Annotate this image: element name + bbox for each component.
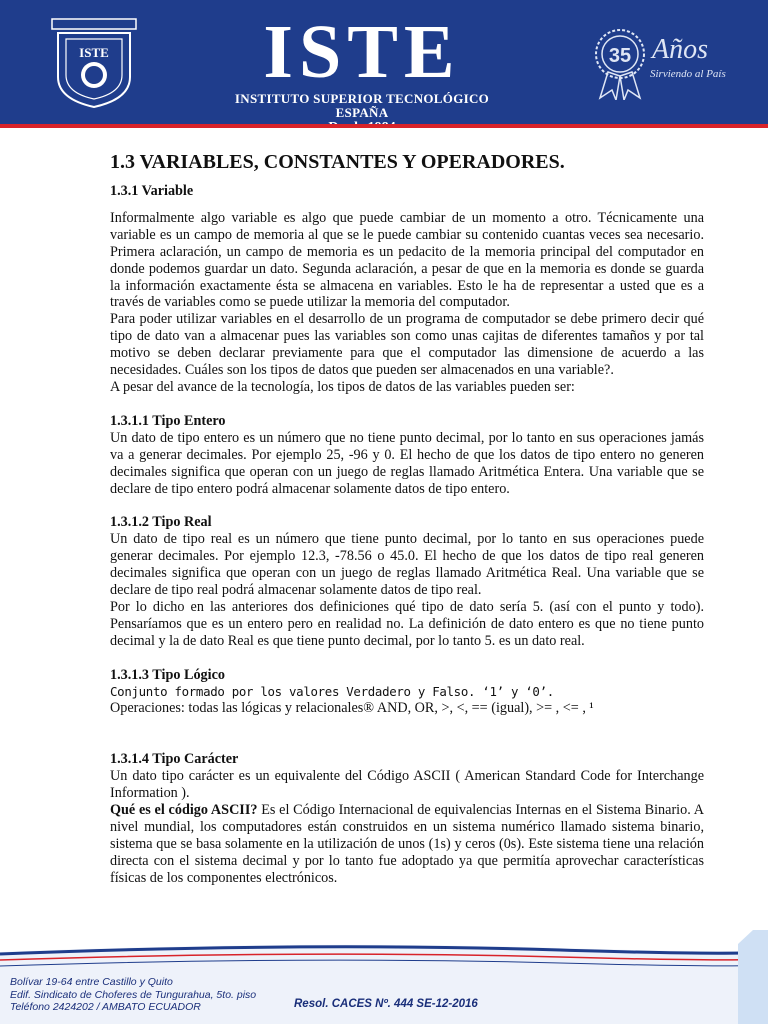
- subsection-heading-caracter: 1.3.1.4 Tipo Carácter: [110, 751, 239, 768]
- paragraph: [110, 802, 704, 887]
- anniversary-tagline: Sirviendo al País: [650, 68, 726, 80]
- subsection-heading-logico: 1.3.1.3 Tipo Lógico: [110, 666, 225, 683]
- subsection-heading-entero: 1.3.1.1 Tipo Entero: [110, 412, 226, 429]
- footer-address-line: Edif. Sindicato de Choferes de Tungurahua, 5to. piso: [10, 988, 257, 1001]
- paragraph: A pesar del avance de la tecnología, los tipos de datos de las variables pueden ser:: [110, 378, 575, 395]
- brand-subtitle: INSTITUTO SUPERIOR TECNOLÓGICO ESPAÑA: [234, 91, 490, 120]
- crest-logo: [50, 17, 138, 109]
- page-title: 1.3 VARIABLES, CONSTANTES Y OPERADORES.: [110, 151, 565, 173]
- paragraph: Para poder utilizar variables en el desarrollo de un programa de computador se debe primero decir qué tipo de dato van a almacenar pues las variables son como unas cajitas de diferentes tamaños y por tal motivo se deben declarar previamente para que el computador las dimensione de acuerdo a las necesidades. Cuáles son los tipos de datos que pueden ser almacenados en una variable?.: [110, 311, 704, 379]
- section-heading-variable: 1.3.1 Variable: [110, 183, 194, 199]
- paragraph: Un dato de tipo entero es un número que no tiene punto decimal, por lo tanto en sus operaciones jamás va a generar decimales. Por ejemplo 25, -96 y 0. El hecho de que los datos de tipo entero no generen decimales significa que operan con un juego de reglas llamado Aritmética Entera. Una variable que se declare de tipo entero podrá almacenar solamente datos de tipo entero.: [110, 429, 704, 497]
- paragraph: Conjunto formado por los valores Verdadero y Falso. ‘1’ y ‘0’.: [110, 683, 554, 699]
- paragraph: Operaciones: todas las lógicas y relacionales® AND, OR, >, <, == (igual), >= , <= , ¹: [110, 700, 594, 717]
- anniversary-medal-icon: [590, 28, 650, 100]
- paragraph: Informalmente algo variable es algo que puede cambiar de un momento a otro. Técnicamente una variable es un campo de memoria al que se le puede cambiar su contenido cuantas veces sea necesario. Primera aclaración, un campo de memoria es un pedacito de la memoria principal del computador en donde podemos guardar un dato. Segunda aclaración, a pesar de que en la memoria es donde se guarda la información exactamente ésta se almacena en variables. Esto le ha de representar a usted que es a través de variables como se puede utilizar la memoria del computador.: [110, 209, 704, 311]
- brand-since: [222, 120, 502, 136]
- ascii-answer: Es el Código Internacional de equivalencias Internas en el Sistema Binario. A nivel mundial, los computadores están construidos en un sistema numérico llamado sistema binario, sistema que se basa solamente en la utilización de unos (1s) y ceros (0s). Este sistema tiene una relación directa con el sistema decimal y por lo tanto fue adoptado ya que permitía aprovechar características físicas de los componentes electrónicos.: [110, 802, 704, 886]
- page-header: [0, 0, 768, 124]
- document-body: [110, 150, 704, 887]
- paragraph: Un dato de tipo real es un número que tiene punto decimal, por lo tanto en sus operaciones puede generar decimales. Por ejemplo 12.3, -78.56 o 45.0. El hecho de que los datos de tipo real generen decimales significa que operan con un juego de reglas llamado Aritmética Real. Una variable que se declare de tipo real podrá almacenar solamente datos de tipo real.: [110, 531, 704, 599]
- footer-resolution: Resol. CACES Nº. 444 SE-12-2016: [294, 998, 478, 1010]
- footer-address-line: Teléfono 2424202 / AMBATO ECUADOR: [10, 1001, 201, 1013]
- svg-text:ISTE: ISTE: [79, 45, 109, 60]
- footer-address-line: Bolívar 19-64 entre Castillo y Quito: [10, 976, 173, 988]
- paragraph: Por lo dicho en las anteriores dos definiciones qué tipo de dato sería 5. (así con el punto y todo). Pensaríamos que es un entero pero en realidad no. La definición de dato entero es que no tiene punto decimal y la de dato Real es que tiene punto decimal, por lo tanto 5. es un dato real.: [110, 598, 704, 649]
- svg-text:35: 35: [608, 45, 632, 67]
- anniversary-badge: [590, 28, 740, 100]
- brand-block: [222, 10, 502, 136]
- subsection-heading-real: 1.3.1.2 Tipo Real: [110, 514, 212, 531]
- header-divider: [0, 124, 768, 128]
- brand-title: ISTE: [263, 10, 461, 94]
- anniversary-word: Años: [652, 34, 708, 65]
- paragraph: Un dato tipo carácter es un equivalente del Código ASCII ( American Standard Code for Interchange Information ).: [110, 768, 704, 802]
- ascii-question: Qué es el código ASCII?: [110, 802, 258, 819]
- footer-address: [10, 976, 256, 1014]
